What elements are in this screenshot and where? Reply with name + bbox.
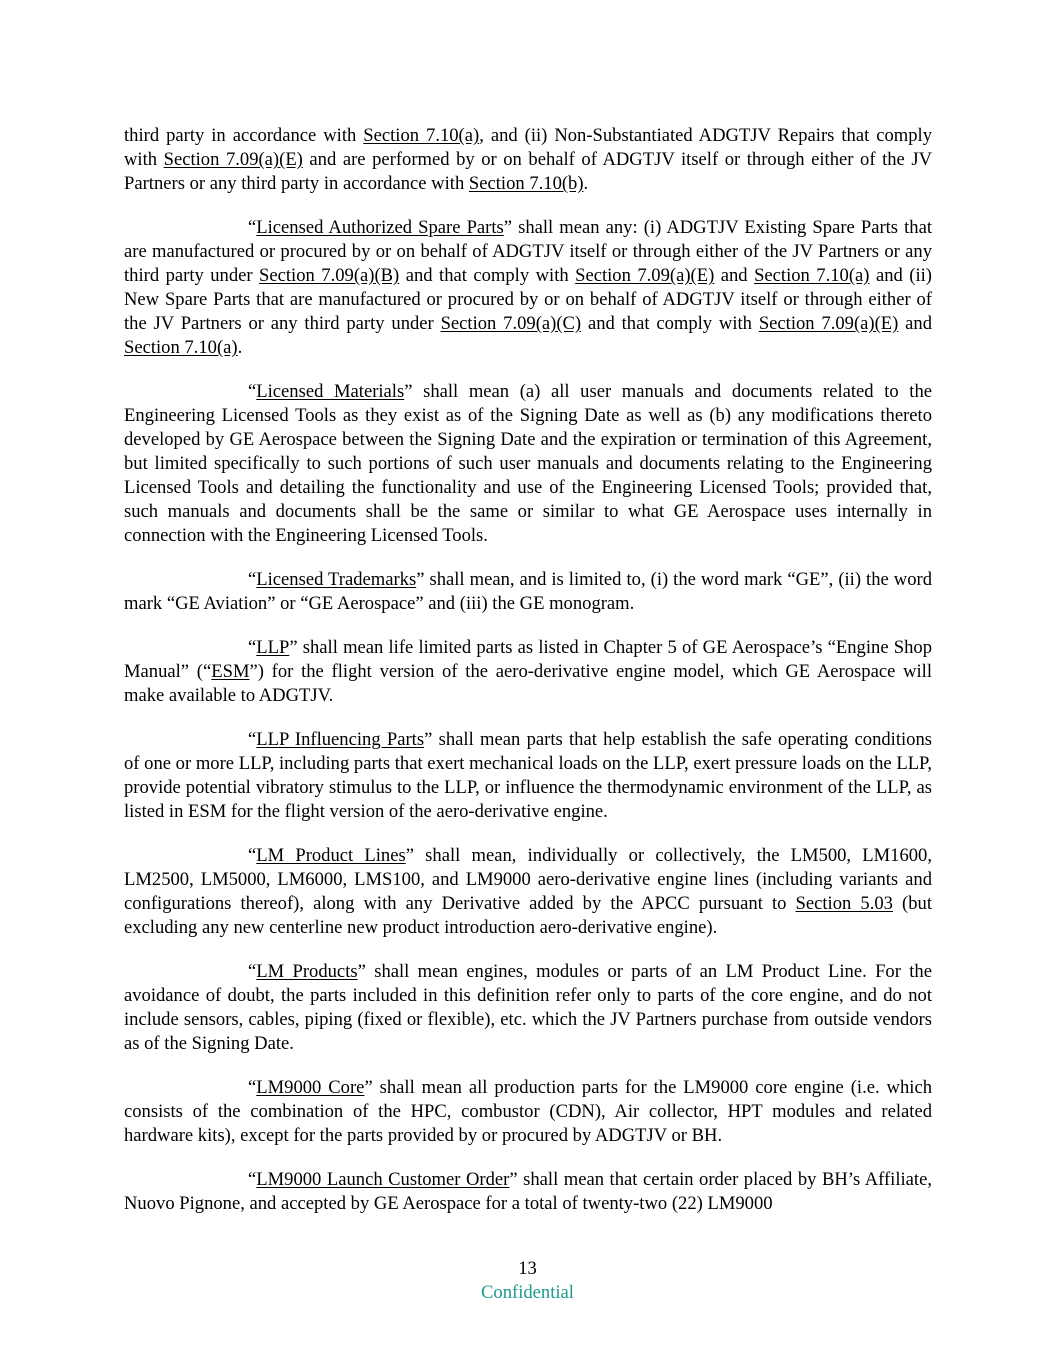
section-ref: Section 7.09(a)(E) — [758, 313, 899, 334]
page-number: 13 — [518, 1258, 537, 1279]
defined-term: LLP — [256, 637, 290, 658]
section-ref: Section 7.09(a)(C) — [440, 313, 582, 334]
defined-term: ESM — [211, 661, 250, 682]
section-ref: Section 7.10(b) — [468, 173, 584, 194]
section-ref: Section 5.03 — [795, 893, 893, 914]
defined-term: LM Products — [256, 961, 358, 982]
definition-licensed-trademarks: “Licensed Trademarks” shall mean, and is limited to, (i) the word mark “GE”, (ii) the word mark “GE Aviation” or “GE Aerospace” and (iii) the GE monogram. — [124, 569, 932, 614]
confidential-label: Confidential — [481, 1282, 574, 1303]
section-ref: Section 7.10(a) — [124, 337, 238, 358]
section-ref: Section 7.10(a) — [363, 125, 480, 146]
defined-term: Licensed Materials — [256, 381, 405, 402]
paragraph-continuation: third party in accordance with Section 7.10(a), and (ii) Non-Substantiated ADGTJV Repairs that comply with Section 7.09(a)(E) and are performed by or on behalf of ADGTJV itself or through either of the JV Partners or any third party in accordance with Section 7.10(b). — [124, 125, 932, 194]
definition-licensed-materials: “Licensed Materials” shall mean (a) all user manuals and documents related to the Engineering Licensed Tools as they exist as of the Signing Date as well as (b) any modifications thereto developed by GE Aerospace between the Signing Date and the expiration or termination of this Agreement, but limited specifically to such portions of such user manuals and documents relating to the Engineering Licensed Tools and detailing the functionality and use of the Engineering Licensed Tools; provided that, such manuals and documents shall be the same or similar to what GE Aerospace uses internally in connection with the Engineering Licensed Tools. — [124, 381, 932, 546]
definition-lm-product-lines: “LM Product Lines” shall mean, individually or collectively, the LM500, LM1600, LM2500, LM5000, LM6000, LMS100, and LM9000 aero-derivative engine lines (including variants and configurations thereof), along with any Derivative added by the APCC pursuant to Section 5.03 (but excluding any new centerline new product introduction aero-derivative engine). — [124, 845, 933, 938]
definition-llp: “LLP” shall mean life limited parts as listed in Chapter 5 of GE Aerospace’s “Engine Shop Manual” (“ESM”) for the flight version of the aero-derivative engine model, which GE Aerospace will make available to ADGTJV. — [124, 637, 932, 706]
defined-term: LM Product Lines — [256, 845, 406, 866]
definition-llp-influencing-parts: “LLP Influencing Parts” shall mean parts that help establish the safe operating conditions of one or more LLP, including parts that exert mechanical loads on the LLP, exert pressure loads on the LLP, provide potential vibratory stimulus to the LLP, or influence the thermodynamic environment of the LLP, as listed in ESM for the flight version of the aero-derivative engine. — [124, 729, 932, 822]
definition-lm-products: “LM Products” shall mean engines, modules or parts of an LM Product Line. For the avoidance of doubt, the parts included in this definition refer only to parts of the core engine, and do not include sensors, cables, piping (fixed or flexible), etc. which the JV Partners purchase from outside vendors as of the Signing Date. — [124, 961, 932, 1054]
section-ref: Section 7.09(a)(E) — [163, 149, 303, 170]
defined-term: LLP Influencing Parts — [256, 729, 425, 750]
defined-term: Licensed Trademarks — [256, 569, 417, 590]
section-ref: Section 7.10(a) — [754, 265, 870, 286]
definition-licensed-authorized-spare-parts: “Licensed Authorized Spare Parts” shall mean any: (i) ADGTJV Existing Spare Parts that are manufactured or procured by or on behalf of ADGTJV itself or through either of the JV Partners or any third party under Section 7.09(a)(B) and that comply with Section 7.09(a)(E) and Section 7.10(a) and (ii) New Spare Parts that are manufactured or procured by or on behalf of ADGTJV itself or through either of the JV Partners or any third party under Section 7.09(a)(C) and that comply with Section 7.09(a)(E) and Section 7.10(a). — [124, 217, 932, 358]
defined-term: LM9000 Core — [256, 1077, 365, 1098]
section-ref: Section 7.09(a)(B) — [259, 265, 400, 286]
defined-term: LM9000 Launch Customer Order — [256, 1169, 510, 1190]
definition-lm9000-launch-customer-order: “LM9000 Launch Customer Order” shall mean that certain order placed by BH’s Affiliate, Nuovo Pignone, and accepted by GE Aerospace for a total of twenty-two (22) LM9000 — [124, 1169, 932, 1214]
document-body — [124, 124, 932, 1216]
defined-term: Licensed Authorized Spare Parts — [256, 217, 504, 238]
section-ref: Section 7.09(a)(E) — [575, 265, 715, 286]
definition-lm9000-core: “LM9000 Core” shall mean all production parts for the LM9000 core engine (i.e. which consists of the combination of the HPC, combustor (CDN), Air collector, HPT modules and related hardware kits), except for the parts provided by or procured by ADGTJV or BH. — [124, 1077, 932, 1146]
